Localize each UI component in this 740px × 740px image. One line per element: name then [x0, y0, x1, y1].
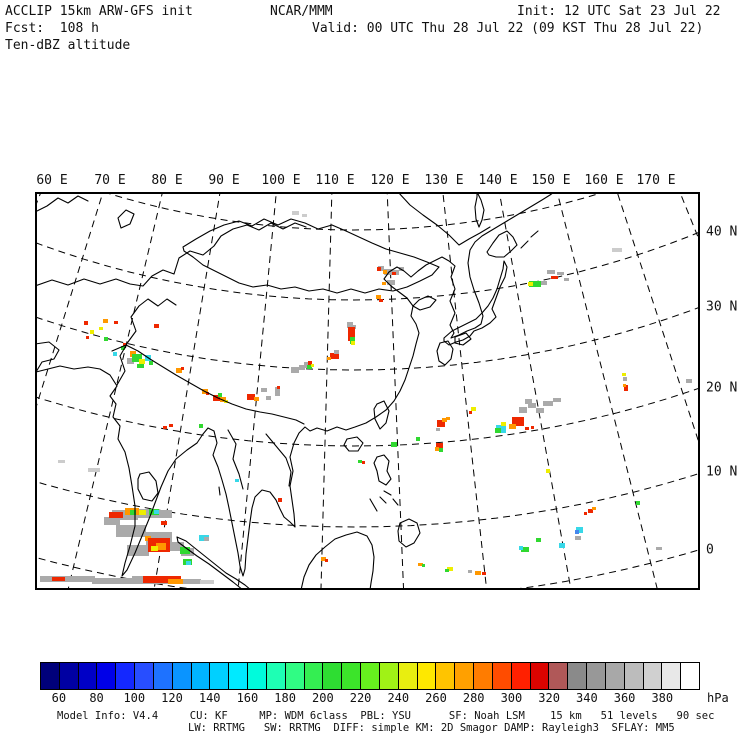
echo-cell [84, 321, 88, 325]
echo-cell [104, 337, 108, 341]
echo-cell [113, 352, 117, 356]
echo-cell [261, 388, 267, 392]
colorbar-cell [323, 663, 342, 689]
echo-cell [623, 384, 626, 387]
colorbar-tick: 280 [462, 691, 485, 705]
lat-tick-label: 30 N [706, 299, 738, 315]
colorbar-cell [116, 663, 135, 689]
echo-cell [58, 460, 65, 463]
lon-tick-label: 170 E [636, 173, 676, 188]
echo-cell [612, 248, 622, 252]
echo-cell [435, 447, 439, 451]
echo-cell [199, 424, 203, 428]
lat-tick-label: 10 N [706, 464, 738, 480]
echo-cell [254, 397, 259, 401]
colorbar-tick: 120 [161, 691, 183, 705]
colorbar-cell [549, 663, 568, 689]
colorbar-tick: 180 [274, 691, 296, 705]
echo-cell [436, 428, 440, 431]
lon-tick-label: 140 E [478, 173, 518, 188]
colorbar-tick: 160 [236, 691, 259, 705]
echo-cell [302, 214, 307, 217]
colorbar-tick: 340 [576, 691, 598, 705]
echo-cell [181, 367, 184, 370]
echo-cell [278, 498, 282, 502]
echo-cell [422, 564, 425, 567]
echo-cell [528, 282, 533, 286]
colorbar-cell [248, 663, 267, 689]
echo-cell [525, 427, 529, 430]
echo-cell [154, 510, 159, 514]
echo-cell [543, 401, 553, 406]
colorbar-cell [662, 663, 681, 689]
colorbar-cell [286, 663, 305, 689]
colorbar-cell [436, 663, 455, 689]
echo-cell [292, 211, 299, 215]
echo-cell [40, 576, 95, 582]
echo-cell [446, 417, 450, 420]
echo-cell [358, 460, 362, 463]
echo-cell [334, 350, 339, 354]
colorbar-tick: 300 [500, 691, 523, 705]
echo-cell [383, 270, 387, 274]
colorbar-cell [210, 663, 229, 689]
lon-tick-label: 70 E [94, 173, 126, 188]
colorbar-tick: 220 [349, 691, 372, 705]
colorbar-tick: 80 [89, 691, 104, 705]
colorbar-cell [399, 663, 418, 689]
echo-cell [536, 538, 541, 542]
colorbar-tick: 140 [198, 691, 221, 705]
colorbar-tick: 240 [387, 691, 410, 705]
echo-cell [575, 530, 579, 534]
echo-cell [362, 461, 365, 464]
echo-cell [325, 559, 328, 562]
echo-cell [392, 272, 396, 275]
colorbar-cell [361, 663, 380, 689]
colorbar [40, 662, 700, 690]
colorbar-tick: 100 [123, 691, 146, 705]
model-info-line: Model Info: V4.4 CU: KF MP: WDM 6class PBL: YSU SF: Noah LSM 15 km 51 levels 90 sec [57, 710, 715, 722]
echo-cell [547, 270, 555, 274]
echo-cell [553, 398, 561, 402]
echo-cell [519, 407, 527, 413]
colorbar-cell [606, 663, 625, 689]
echo-cell [519, 546, 523, 550]
forecast-hour: Fcst: 108 h [5, 21, 99, 36]
echo-cell [536, 408, 544, 413]
echo-cell [99, 327, 103, 330]
echo-cell [468, 570, 472, 573]
colorbar-tick: 320 [538, 691, 560, 705]
colorbar-cell [173, 663, 192, 689]
lon-tick-label: 90 E [208, 173, 240, 188]
echo-cell [469, 411, 472, 414]
echo-cell [151, 546, 158, 551]
echo-cell [114, 321, 118, 324]
echo-cell [528, 403, 536, 408]
echo-cell [495, 428, 501, 433]
echo-cell [546, 469, 550, 473]
echo-cell [204, 537, 209, 541]
colorbar-cell [681, 663, 699, 689]
echo-cell [186, 561, 191, 565]
echo-cell [531, 426, 534, 429]
init-time: Init: 12 UTC Sat 23 Jul 22 [517, 4, 721, 19]
echo-cell [551, 276, 558, 279]
colorbar-tick: 380 [651, 691, 674, 705]
echo-cell [92, 578, 134, 584]
colorbar-cell [154, 663, 173, 689]
echo-cell [88, 468, 100, 472]
echo-cell [439, 448, 443, 452]
echo-cell [445, 569, 449, 572]
colorbar-cell [531, 663, 550, 689]
lon-tick-label: 150 E [531, 173, 571, 188]
echo-cell [183, 579, 201, 584]
echo-cell [116, 525, 146, 537]
echo-cell [382, 282, 386, 285]
colorbar-cell [418, 663, 437, 689]
echo-cell [137, 364, 144, 368]
lat-tick-label: 40 N [706, 224, 738, 240]
echo-cell [623, 377, 627, 381]
echo-cell [391, 442, 397, 447]
colorbar-tick: 60 [51, 691, 67, 705]
lon-tick-label: 60 E [36, 173, 68, 188]
echo-cell [291, 367, 299, 373]
echo-cell [200, 580, 214, 584]
colorbar-tick: 260 [425, 691, 447, 705]
echo-cell [471, 407, 476, 411]
echo-cell [509, 424, 516, 429]
echo-cell [376, 295, 381, 299]
field-name: Ten-dBZ altitude [5, 38, 131, 53]
colorbar-cell [493, 663, 512, 689]
echo-cell [575, 536, 581, 540]
echo-cell [557, 272, 564, 275]
echo-cell [564, 278, 569, 281]
colorbar-cell [587, 663, 606, 689]
colorbar-cell [512, 663, 531, 689]
lat-tick-label: 20 N [706, 380, 738, 396]
colorbar-cell [192, 663, 211, 689]
colorbar-cell [60, 663, 79, 689]
echo-cell [180, 547, 190, 554]
echo-cell [379, 299, 383, 302]
echo-cell [247, 394, 255, 400]
lon-tick-label: 80 E [151, 173, 183, 188]
echo-cell [103, 319, 108, 323]
echo-cell [686, 379, 692, 383]
colorbar-cell [79, 663, 98, 689]
echo-cell [636, 501, 640, 505]
echo-cell [86, 336, 89, 339]
lon-tick-label: 100 E [261, 173, 301, 188]
coastlines-and-borders [35, 192, 554, 590]
echo-cell [139, 510, 146, 515]
echo-cell [218, 393, 222, 397]
valid-time: Valid: 00 UTC Thu 28 Jul 22 (09 KST Thu 28 Jul 22) [312, 21, 704, 36]
colorbar-cell [644, 663, 663, 689]
echo-cell [584, 512, 587, 515]
echo-cell [327, 357, 331, 360]
colorbar-cell [97, 663, 116, 689]
echo-cell [154, 324, 159, 328]
echo-cell [90, 330, 94, 334]
colorbar-cell [625, 663, 644, 689]
echo-cell [277, 386, 280, 389]
plot-title: ACCLIP 15km ARW-GFS init [5, 4, 193, 19]
echo-cell [161, 521, 167, 525]
echo-cell [622, 373, 626, 376]
echo-cell [541, 281, 547, 285]
colorbar-cell [474, 663, 493, 689]
lon-tick-label: 130 E [424, 173, 464, 188]
colorbar-cell [41, 663, 60, 689]
echo-cell [139, 359, 145, 364]
echo-cell [266, 396, 271, 400]
physics-info-line: LW: RRTMG SW: RRTMG DIFF: simple KM: 2D Smagor DAMP: Rayleigh3 SFLAY: MM5 [188, 722, 675, 734]
echo-cell [475, 571, 481, 575]
lon-tick-label: 110 E [315, 173, 355, 188]
echo-cell [169, 424, 173, 427]
radar-echoes [40, 211, 692, 584]
colorbar-cell [380, 663, 399, 689]
colorbar-tick: 200 [312, 691, 334, 705]
echo-cell [311, 364, 314, 367]
echo-cell [109, 512, 123, 518]
map-canvas [35, 192, 700, 590]
lon-tick-label: 160 E [584, 173, 624, 188]
colorbar-cell [135, 663, 154, 689]
echo-cell [501, 422, 506, 426]
colorbar-tick: 360 [613, 691, 636, 705]
lon-tick-label: 120 E [370, 173, 410, 188]
colorbar-cell [267, 663, 286, 689]
lat-tick-label: 0 [706, 542, 714, 558]
echo-cell [656, 547, 662, 550]
colorbar-cell [455, 663, 474, 689]
echo-cell [149, 361, 153, 365]
colorbar-cell [305, 663, 324, 689]
echo-cell [235, 479, 239, 482]
colorbar-unit-label: hPa [707, 691, 729, 705]
echo-cell [52, 577, 65, 581]
echo-cell [416, 437, 420, 441]
echo-cell [559, 543, 565, 548]
echo-cell [592, 507, 596, 510]
echo-cell [482, 572, 486, 575]
echo-cell [351, 341, 355, 345]
colorbar-cell [568, 663, 587, 689]
colorbar-cell [342, 663, 361, 689]
colorbar-cell [229, 663, 248, 689]
echo-cell [163, 426, 167, 429]
echo-cell [377, 267, 381, 271]
center-name: NCAR/MMM [270, 4, 333, 19]
